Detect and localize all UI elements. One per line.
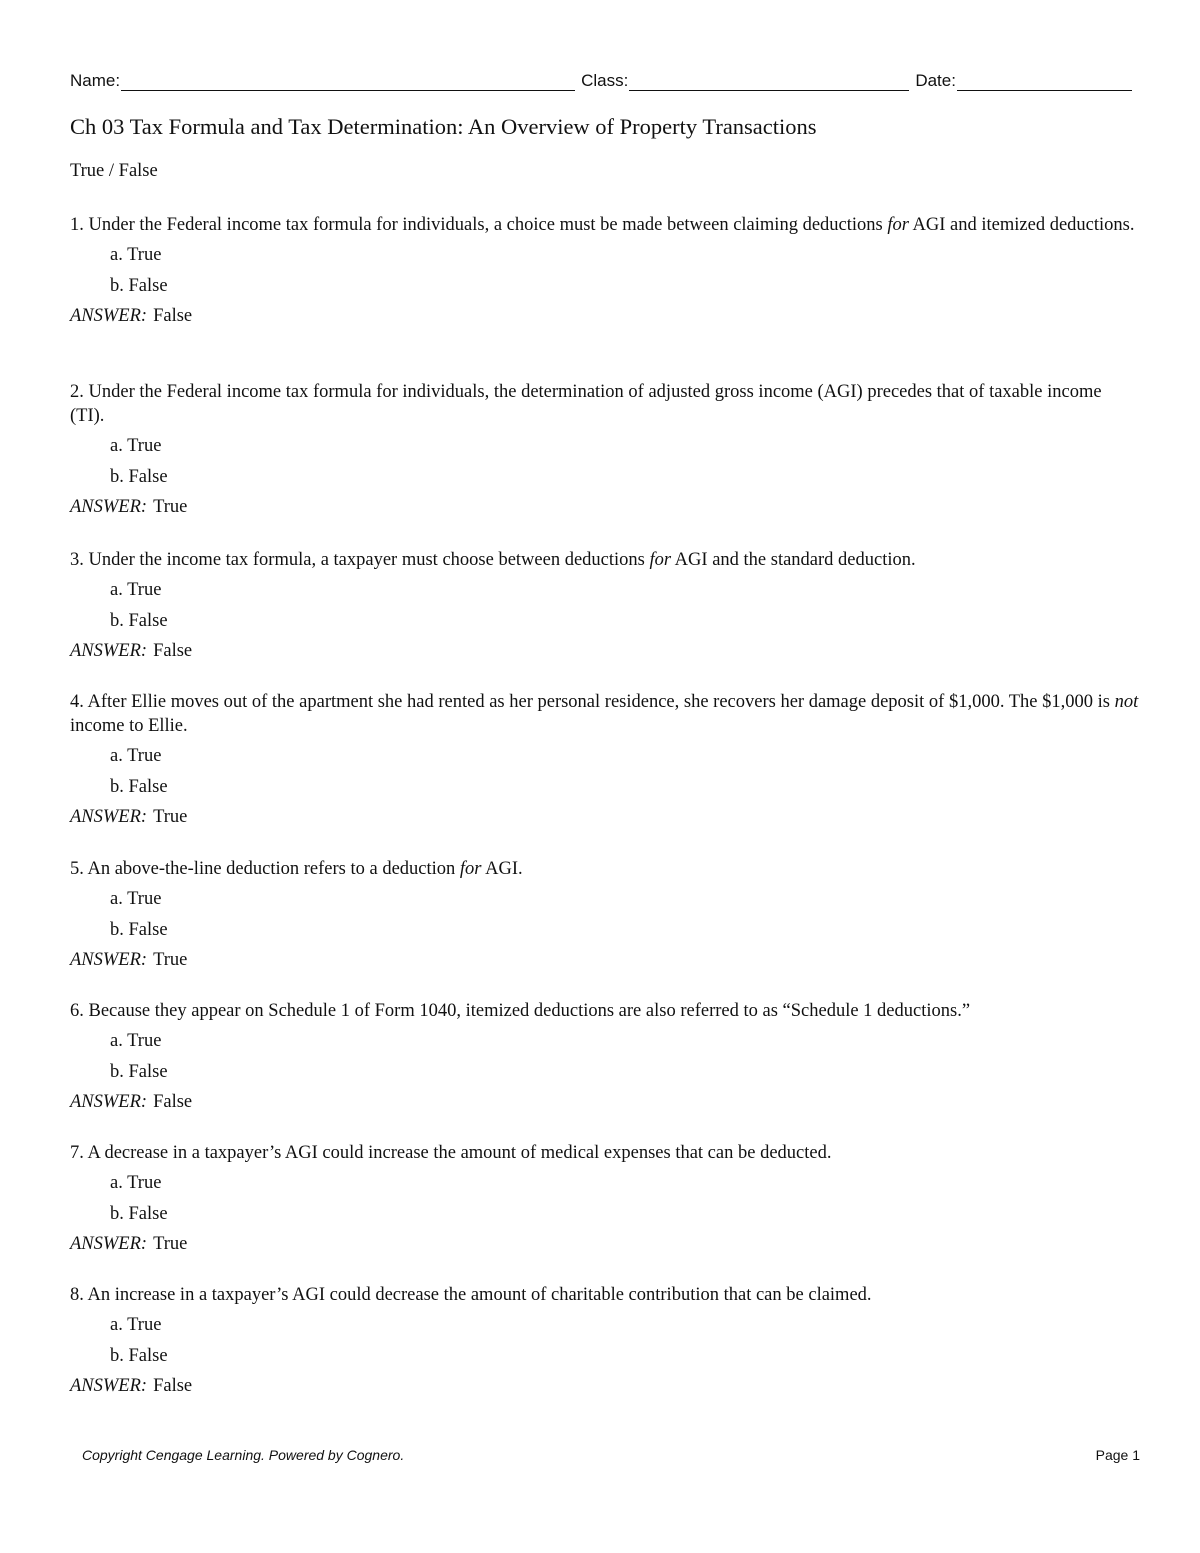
stem-emphasis: not: [1114, 692, 1139, 712]
answer-value: True: [153, 950, 188, 970]
class-label: Class:: [581, 71, 629, 90]
option-false: b. False: [110, 467, 168, 487]
answer-line: [70, 1232, 1140, 1257]
answer-label: ANSWER:: [70, 950, 148, 970]
question-stem: [70, 857, 1140, 881]
answer-line: [70, 1090, 1140, 1115]
stem-text: 4. After Ellie moves out of the apartment she had rented as her personal residence, she recovers her damage deposit of $1,000. The $1,000 is: [70, 692, 1115, 712]
option-false: b. False: [110, 276, 168, 296]
header-fields: [70, 70, 1132, 91]
question-item: [70, 213, 1140, 329]
stem-text: AGI.: [481, 859, 523, 879]
option-true: a. True: [110, 1315, 162, 1335]
option-false: b. False: [110, 1062, 168, 1082]
option-true: a. True: [110, 746, 162, 766]
answer-value: True: [153, 1234, 188, 1254]
answer-label: ANSWER:: [70, 641, 148, 661]
option-false: b. False: [110, 1346, 168, 1366]
option-true: a. True: [110, 1031, 162, 1051]
answer-line: [70, 1374, 1140, 1399]
stem-text: 3. Under the income tax formula, a taxpayer must choose between deductions: [70, 550, 650, 570]
answer-value: True: [153, 807, 188, 827]
stem-emphasis: for: [459, 859, 482, 879]
stem-text: 7. A decrease in a taxpayer’s AGI could increase the amount of medical expenses that can be deducted.: [70, 1143, 832, 1163]
answer-line: [70, 304, 1140, 329]
date-label: Date:: [915, 71, 956, 90]
question-item: [70, 548, 1140, 664]
stem-emphasis: for: [649, 550, 672, 570]
question-item: [70, 380, 1140, 520]
name-label: Name:: [70, 71, 121, 90]
question-stem: [70, 1141, 1140, 1165]
option-true: a. True: [110, 1173, 162, 1193]
option-false: b. False: [110, 1204, 168, 1224]
stem-text: AGI and the standard deduction.: [671, 550, 916, 570]
question-stem: [70, 1283, 1140, 1307]
page-title: Ch 03 Tax Formula and Tax Determination: An Overview of Property Transactions: [70, 114, 817, 139]
page-footer: [82, 1447, 1140, 1463]
option-true: a. True: [110, 580, 162, 600]
answer-value: False: [153, 641, 193, 661]
stem-text: income to Ellie.: [70, 716, 188, 736]
question-stem: [70, 380, 1140, 428]
option-false: b. False: [110, 611, 168, 631]
stem-text: 5. An above-the-line deduction refers to a deduction: [70, 859, 460, 879]
answer-value: False: [153, 1092, 193, 1112]
answer-value: True: [153, 497, 188, 517]
question-stem: [70, 999, 1140, 1023]
question-item: [70, 1283, 1140, 1399]
stem-emphasis: for: [887, 215, 909, 235]
stem-text: 2. Under the Federal income tax formula for individuals, the determination of adjusted gross income (AGI) precedes that of taxable income (TI).: [70, 382, 1102, 426]
question-stem: [70, 690, 1140, 738]
answer-line: [70, 495, 1140, 520]
answer-label: ANSWER:: [70, 807, 148, 827]
answer-label: ANSWER:: [70, 497, 148, 517]
answer-label: ANSWER:: [70, 1376, 148, 1396]
answer-value: False: [153, 306, 193, 326]
answer-value: False: [153, 1376, 193, 1396]
answer-label: ANSWER:: [70, 1092, 148, 1112]
question-stem: [70, 213, 1140, 237]
option-true: a. True: [110, 889, 162, 909]
option-true: a. True: [110, 436, 162, 456]
question-item: [70, 857, 1140, 973]
question-stem: [70, 548, 1140, 572]
answer-line: [70, 805, 1140, 830]
stem-text: 1. Under the Federal income tax formula for individuals, a choice must be made between claiming deductions: [70, 215, 888, 235]
option-false: b. False: [110, 777, 168, 797]
question-item: [70, 690, 1140, 830]
stem-text: 6. Because they appear on Schedule 1 of Form 1040, itemized deductions are also referred to as “Schedule 1 deductions.”: [70, 1001, 971, 1021]
question-item: [70, 1141, 1140, 1257]
name-blank: [121, 70, 575, 91]
class-blank: [629, 70, 909, 91]
answer-label: ANSWER:: [70, 306, 148, 326]
question-item: [70, 999, 1140, 1115]
answer-label: ANSWER:: [70, 1234, 148, 1254]
answer-line: [70, 948, 1140, 973]
stem-text: 8. An increase in a taxpayer’s AGI could decrease the amount of charitable contribution that can be claimed.: [70, 1285, 872, 1305]
option-false: b. False: [110, 920, 168, 940]
section-heading: True / False: [70, 161, 158, 181]
option-true: a. True: [110, 245, 162, 265]
copyright-text: Copyright Cengage Learning. Powered by Cognero.: [82, 1447, 405, 1463]
page-number: Page 1: [1095, 1447, 1140, 1463]
answer-line: [70, 639, 1140, 664]
stem-text: AGI and itemized deductions.: [908, 215, 1135, 235]
date-blank: [957, 70, 1132, 91]
